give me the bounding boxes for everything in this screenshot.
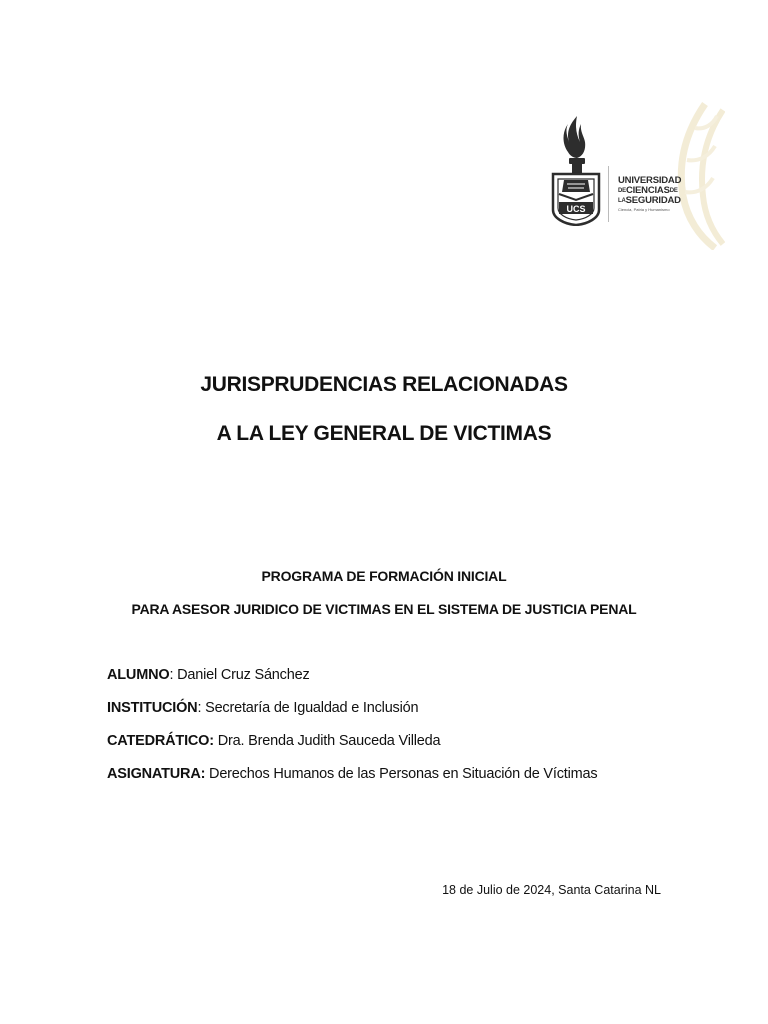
program-name-line-2: PARA ASESOR JURIDICO DE VICTIMAS EN EL SISTEMA DE JUSTICIA PENAL bbox=[131, 601, 637, 617]
program-name-line-1: PROGRAMA DE FORMACIÓN INICIAL bbox=[261, 568, 507, 584]
subject-row bbox=[107, 766, 597, 782]
institution-value: : Secretaría de Igualdad e Inclusión bbox=[197, 700, 419, 716]
professor-label: CATEDRÁTICO: bbox=[107, 733, 214, 749]
document-title-line-2: A LA LEY GENERAL DE VICTIMAS bbox=[216, 422, 552, 445]
institution-row bbox=[107, 700, 418, 716]
institution-label: INSTITUCIÓN bbox=[107, 700, 198, 716]
university-name-line-3 bbox=[618, 196, 728, 206]
university-name-suffix: DE bbox=[669, 188, 678, 194]
university-logo bbox=[550, 100, 725, 255]
student-value: : Daniel Cruz Sánchez bbox=[169, 667, 310, 683]
document-title-line-1: JURISPRUDENCIAS RELACIONADAS bbox=[200, 373, 568, 396]
professor-value: Dra. Brenda Judith Sauceda Villeda bbox=[213, 733, 441, 749]
university-name-main: SEGURIDAD bbox=[625, 195, 681, 206]
university-name bbox=[618, 176, 728, 212]
university-motto: Ciencia, Patria y Humanismo bbox=[618, 207, 670, 212]
student-row bbox=[107, 667, 310, 683]
subject-label: ASIGNATURA: bbox=[107, 766, 206, 782]
torch-shield-icon bbox=[550, 114, 602, 226]
university-name-prefix: LA bbox=[618, 198, 626, 204]
university-name-line-1: UNIVERSIDAD bbox=[618, 175, 682, 186]
logo-divider bbox=[608, 166, 609, 222]
subject-value: Derechos Humanos de las Personas en Situación de Víctimas bbox=[205, 766, 598, 782]
date-place: 18 de Julio de 2024, Santa Catarina NL bbox=[442, 883, 661, 897]
university-name-prefix: DE bbox=[618, 188, 626, 194]
student-label: ALUMNO bbox=[107, 667, 170, 683]
university-name-main: CIENCIAS bbox=[625, 185, 670, 196]
professor-row bbox=[107, 733, 440, 749]
logo-emblem-text: UCS bbox=[566, 204, 586, 214]
